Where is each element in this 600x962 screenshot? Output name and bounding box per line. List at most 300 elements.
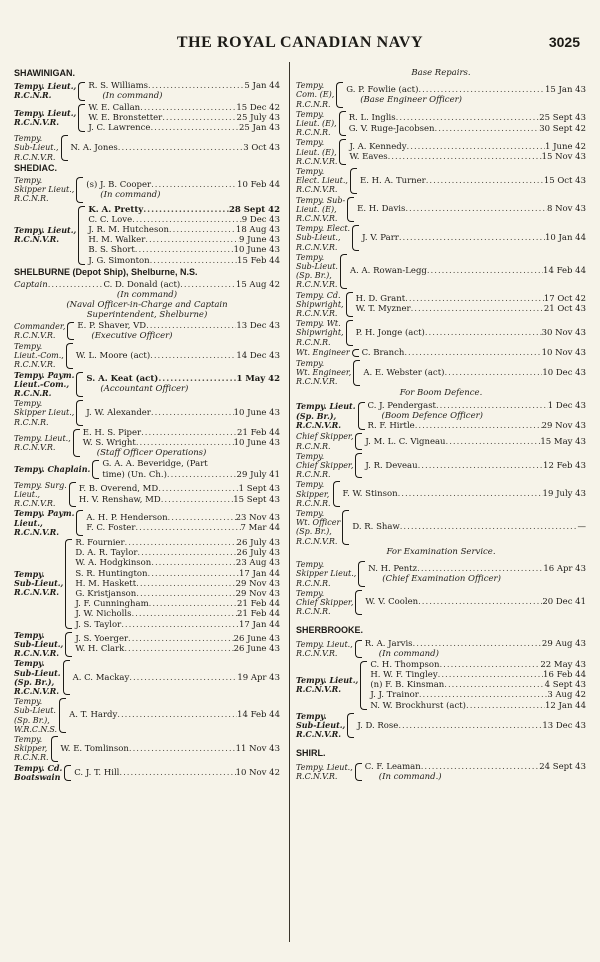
rank-group <box>296 452 586 480</box>
officer-name: K. A. Pretty <box>88 204 144 215</box>
officer-entry <box>86 523 280 533</box>
officer-list <box>352 522 586 532</box>
brace <box>69 482 76 508</box>
officer-entry <box>356 328 586 338</box>
officer-entry <box>349 152 586 162</box>
rank-line: Chief Skipper, <box>296 461 354 471</box>
rank-line: Skipper Lieut., <box>14 185 75 195</box>
brace <box>347 713 354 739</box>
rank-group <box>14 509 280 537</box>
seniority-date: 19 July 43 <box>542 489 586 500</box>
leader-dots <box>146 321 236 331</box>
rank-line: Tempy. <box>296 252 325 262</box>
rank-line: Tempy. <box>14 658 45 669</box>
leader-dots <box>421 762 540 772</box>
officer-list <box>362 233 586 243</box>
leader-dots <box>405 204 547 214</box>
officer-list <box>362 348 586 358</box>
seniority-date: 26 June 43 <box>233 644 280 655</box>
leader-dots <box>168 513 236 523</box>
officer-name: J. R. Deveau <box>365 460 418 471</box>
rank-line: Sub-Lieut., <box>14 578 64 589</box>
leader-dots <box>140 103 236 113</box>
brace <box>61 135 68 161</box>
rank-label <box>14 322 65 340</box>
rank-label <box>296 196 345 224</box>
officer-list <box>61 744 280 754</box>
officer-name: C. Branch <box>361 347 405 358</box>
seniority-date: — <box>577 522 586 533</box>
column-divider <box>289 62 290 942</box>
officer-entry <box>370 701 586 711</box>
officer-name: J. S. Yoerger <box>75 634 129 645</box>
rank-line: Wt. Engineer <box>296 348 350 358</box>
left-column <box>14 68 280 783</box>
rank-group <box>296 110 586 138</box>
rank-line: Tempy. Sub- <box>296 195 346 205</box>
officer-list <box>75 634 280 654</box>
rank-label <box>296 167 348 195</box>
rank-line: Tempy. Elect. <box>296 224 351 234</box>
seniority-date: 15 Jan 43 <box>545 84 586 95</box>
officer-list <box>365 639 586 659</box>
rank-group <box>296 639 586 659</box>
brace <box>352 225 359 251</box>
officer-entry <box>71 143 280 153</box>
rank-line: R.C.N.V.R. <box>14 234 60 245</box>
officer-list <box>357 204 586 214</box>
seniority-date: 10 Jan 44 <box>545 232 586 243</box>
rank-label <box>296 452 353 480</box>
officer-name: C. J. T. Hill <box>74 767 120 778</box>
officer-name: H. M. Haskett <box>75 578 137 589</box>
rank-group <box>14 103 280 134</box>
rank-label <box>296 589 353 617</box>
appointment-note: (Base Engineer Officer) <box>360 95 462 105</box>
leader-dots <box>119 768 235 778</box>
rank-group <box>14 481 280 509</box>
brace <box>352 349 359 357</box>
rank-label <box>296 480 331 508</box>
officer-entry <box>370 690 586 700</box>
leader-dots <box>149 599 237 609</box>
rank-line: Tempy. <box>296 710 327 721</box>
leader-dots <box>167 470 237 480</box>
seniority-date: 17 Jan 44 <box>239 619 280 630</box>
rank-line: R.C.N.V.R. <box>296 214 338 224</box>
rank-line: Tempy. <box>14 734 43 744</box>
rank-line: R.C.N.V.R. <box>14 152 56 162</box>
section-title: SHIRL. <box>296 748 326 759</box>
seniority-date: 21 Feb 44 <box>237 599 280 610</box>
rank-line: R.C.N.R. <box>296 470 331 480</box>
officer-name: R. L. Inglis <box>348 113 396 124</box>
officer-name: W. H. Clark <box>75 644 125 655</box>
officer-list <box>76 351 280 361</box>
brace <box>355 453 362 479</box>
leader-dots <box>411 304 544 314</box>
rank-line: R.C.N.V.R. <box>296 185 338 195</box>
leader-dots <box>425 328 542 338</box>
officer-name: A. T. Hardy <box>69 710 118 721</box>
seniority-date: 9 June 43 <box>238 235 280 246</box>
rank-group <box>296 712 586 740</box>
rank-line: R.C.N.V.R. <box>296 242 338 252</box>
leader-dots <box>137 548 236 558</box>
brace <box>78 206 85 265</box>
officer-name: C. D. Donald (act) <box>103 279 181 290</box>
rank-group <box>296 359 586 387</box>
brace <box>360 661 367 710</box>
rank-label <box>14 570 63 598</box>
leader-dots <box>121 620 239 630</box>
rank-line: Sub-Lieut., <box>14 638 64 649</box>
officer-entry <box>370 670 586 680</box>
officer-entry <box>75 548 280 558</box>
officer-entry <box>88 256 280 266</box>
rank-line: Chief Skipper, <box>296 432 354 442</box>
appointment-note: (Boom Defence Officer) <box>381 411 483 422</box>
seniority-date: 29 Aug 43 <box>541 638 586 649</box>
brace <box>346 292 353 318</box>
brace <box>333 481 340 507</box>
officer-name: E. P. Shaver, VD <box>77 320 147 331</box>
seniority-date: 25 July 43 <box>236 112 280 123</box>
rank-line: Tempy. Cd. <box>14 762 63 773</box>
officer-entry <box>88 81 280 91</box>
leader-dots <box>466 701 545 711</box>
officer-entry <box>74 768 280 778</box>
rank-group <box>296 224 586 252</box>
rank-group <box>14 205 280 266</box>
rank-label <box>296 676 358 694</box>
brace <box>347 197 354 223</box>
section-title: SHAWINIGAN. <box>14 68 76 78</box>
officer-entry <box>76 351 280 361</box>
leader-dots <box>141 428 237 438</box>
officer-name: R. S. Williams <box>88 81 149 92</box>
officer-list <box>86 408 280 418</box>
officer-list <box>365 437 586 447</box>
leader-dots <box>132 215 242 225</box>
rank-label <box>14 434 71 452</box>
seniority-date: 26 July 43 <box>236 538 280 548</box>
rank-label <box>14 134 59 162</box>
brace <box>51 736 58 762</box>
rank-label: Captain <box>14 279 48 290</box>
officer-list <box>75 538 280 630</box>
section-title: SHEDIAC. <box>14 162 58 173</box>
leader-dots <box>136 579 235 589</box>
officer-entry <box>365 639 586 649</box>
appointment-note: (In command) <box>116 290 178 301</box>
seniority-date: 4 Sept 43 <box>544 680 586 691</box>
leader-dots <box>407 142 545 152</box>
leader-dots <box>129 744 236 754</box>
seniority-date: 17 Oct 42 <box>543 294 586 305</box>
seniority-date: 10 Feb 44 <box>237 179 280 190</box>
officer-name: F. C. Foster <box>86 523 136 534</box>
officer-name: N. A. Jones <box>70 142 118 153</box>
brace <box>353 360 360 386</box>
officer-name: C. F. Leaman <box>364 761 421 772</box>
rank-label <box>14 399 74 427</box>
rank-line: Sub-Lieut. <box>14 667 61 678</box>
seniority-date: 19 Apr 43 <box>237 672 280 683</box>
officer-entry <box>350 266 586 276</box>
rank-label <box>296 712 345 740</box>
officer-name: A. A. Rowan-Legg <box>349 266 427 277</box>
seniority-date: 29 Nov 43 <box>541 421 586 432</box>
officer-entry <box>79 484 280 494</box>
seniority-date: 12 Jan 44 <box>545 700 586 711</box>
leader-dots <box>151 558 236 568</box>
officer-entry <box>349 113 586 123</box>
rank-label <box>296 291 344 319</box>
leader-dots <box>413 639 542 649</box>
officer-entry <box>86 408 280 418</box>
rank-label <box>296 509 340 546</box>
officer-entry <box>61 744 280 754</box>
officer-name: G. Kristjanson <box>75 588 137 599</box>
page-number: 3025 <box>548 34 580 50</box>
rank-line: (Sp. Br.), <box>14 715 50 725</box>
officer-entry <box>365 762 586 772</box>
rank-label <box>296 138 337 166</box>
officer-entry <box>88 205 280 215</box>
rank-group <box>296 196 586 224</box>
appointment-note: (In command) <box>102 91 163 102</box>
ship-section <box>296 388 586 546</box>
rank-label <box>296 319 344 347</box>
rank-line: Tempy. <box>14 697 43 707</box>
officer-entry <box>102 459 280 469</box>
brace <box>67 322 74 340</box>
officer-name: J. G. Simonton <box>88 255 150 266</box>
officer-entry <box>88 123 280 133</box>
rank-group <box>14 399 280 427</box>
rank-label <box>14 631 63 659</box>
brace <box>65 539 72 629</box>
officer-entry <box>363 368 586 378</box>
officer-list <box>86 513 280 533</box>
officer-list <box>343 489 586 499</box>
rank-line: Tempy. Paym. <box>14 508 75 519</box>
officer-entry <box>346 85 586 95</box>
officer-entry <box>370 660 586 670</box>
appointment-note: (Naval Officer-in-Charge and Captain <box>66 300 228 311</box>
rank-group <box>296 589 586 617</box>
rank-group <box>296 480 586 508</box>
officer-entry <box>75 579 280 589</box>
appointment-note: (In command) <box>378 648 439 659</box>
leader-dots <box>398 489 543 499</box>
officer-name: S. R. Huntington <box>75 568 148 579</box>
seniority-date: 24 Sept 43 <box>539 761 586 772</box>
rank-line: Tempy. <box>14 342 43 352</box>
seniority-date: 15 Feb 44 <box>237 255 280 266</box>
officer-name: J. S. Taylor <box>75 619 122 630</box>
officer-entry <box>102 470 280 480</box>
leader-dots <box>118 143 243 153</box>
officer-name: J. C. Lawrence <box>88 122 151 133</box>
rank-label <box>14 226 76 244</box>
officer-list <box>368 564 586 584</box>
seniority-date: 30 Nov 43 <box>541 327 586 338</box>
brace <box>76 177 83 203</box>
officer-name: W. L. Moore (act) <box>75 350 151 361</box>
rank-line: Skipper Lieut., <box>296 569 357 579</box>
officer-name: E. H. Davis <box>357 204 406 215</box>
officer-entry <box>86 374 280 384</box>
rank-group <box>14 176 280 204</box>
officer-list <box>349 113 586 133</box>
officer-entry <box>86 180 280 190</box>
seniority-date: 30 Sept 42 <box>539 123 586 134</box>
appointment-note: (Executive Officer) <box>91 330 173 341</box>
rank-line: Sub-Lieut., <box>14 143 59 153</box>
seniority-date: 1 June 42 <box>544 142 586 153</box>
officer-name: C. H. Thompson <box>370 659 440 670</box>
leader-dots <box>405 294 544 304</box>
seniority-date: 1 Sept 43 <box>238 484 280 495</box>
officer-name: J. V. Parr <box>362 232 399 243</box>
rank-label <box>14 735 49 763</box>
rank-line: R.C.N.R. <box>296 128 331 138</box>
rank-line: Tempy. <box>296 81 325 91</box>
leader-dots <box>162 113 236 123</box>
officer-list <box>368 401 586 432</box>
officer-entry <box>77 321 280 331</box>
seniority-date: 10 Nov 42 <box>235 767 280 778</box>
officer-entry <box>88 245 280 255</box>
brace <box>76 372 83 398</box>
officer-entry <box>75 599 280 609</box>
seniority-date: 14 Feb 44 <box>237 710 280 721</box>
officer-list <box>365 762 586 782</box>
officer-list <box>74 768 280 778</box>
rank-line: R.C.N.V.R. <box>14 526 60 537</box>
officer-name: time) (Un. Ch.) <box>102 469 167 480</box>
rank-group <box>296 81 586 109</box>
officer-list <box>83 428 280 459</box>
officer-entry <box>88 235 280 245</box>
officer-name: R. Fournier <box>75 538 125 548</box>
seniority-date: 12 Feb 43 <box>543 460 586 471</box>
seniority-date: 18 Aug 43 <box>235 224 280 235</box>
seniority-date: 26 July 43 <box>236 548 280 559</box>
rank-line: Tempy. <box>14 175 43 185</box>
officer-list <box>356 294 586 314</box>
leader-dots <box>151 408 234 418</box>
officer-name: G. P. Fowlie (act) <box>346 84 419 95</box>
leader-dots <box>169 225 236 235</box>
rank-label <box>14 509 74 537</box>
rank-line: Lieut.-Com., <box>14 378 70 389</box>
appointment-note: Superintendent, Shelburne) <box>86 310 208 321</box>
rank-line: Sub-Lieut. <box>296 262 338 272</box>
leader-dots <box>404 348 541 358</box>
officer-entry <box>83 438 280 448</box>
officer-entry <box>79 495 280 505</box>
section-title: SHERBROOKE. <box>296 625 364 636</box>
rank-group <box>14 459 280 479</box>
rank-line: R.C.N.V.R. <box>14 330 56 340</box>
officer-name: H. D. Grant <box>355 294 406 305</box>
officer-entry <box>356 294 586 304</box>
officer-entry <box>360 176 586 186</box>
officer-entry <box>365 597 586 607</box>
ship-section <box>296 68 586 387</box>
ship-section <box>296 748 586 782</box>
seniority-date: 3 Oct 43 <box>243 142 280 153</box>
rank-line: R.C.N.R. <box>296 337 331 347</box>
page-title: THE ROYAL CANADIAN NAVY <box>176 34 424 51</box>
seniority-date: 9 Dec 43 <box>241 214 280 225</box>
rank-group <box>14 735 280 763</box>
rank-label <box>296 348 350 357</box>
rank-line: R.C.N.V.R. <box>296 536 338 546</box>
leader-dots <box>400 522 578 532</box>
officer-list <box>360 176 586 186</box>
rank-line: Commander, <box>14 321 66 331</box>
brace <box>355 590 362 616</box>
brace <box>346 320 353 346</box>
leader-dots <box>150 351 236 361</box>
seniority-date: 15 Oct 43 <box>543 175 586 186</box>
officer-name: N. H. Pentz <box>368 563 418 574</box>
seniority-date: 15 Aug 42 <box>235 279 280 290</box>
brace <box>63 660 70 695</box>
leader-dots <box>418 85 545 95</box>
rank-line: Wt. Officer <box>296 518 341 528</box>
officer-entry <box>362 233 586 243</box>
subsection-title: Base Repairs. <box>411 68 471 78</box>
officer-name: C. J. Pendergast <box>367 400 436 411</box>
officer-name: J. D. Rose <box>357 720 399 731</box>
rank-line: Shipwright, <box>296 328 344 338</box>
leader-dots <box>143 205 229 215</box>
rank-label <box>14 371 74 399</box>
officer-entry <box>368 421 586 431</box>
rank-label <box>14 342 64 370</box>
brace <box>76 510 83 536</box>
officer-entry <box>368 401 586 411</box>
rank-label <box>296 640 353 658</box>
seniority-date: 29 Nov 43 <box>235 588 280 599</box>
rank-line: R.C.N.V.R. <box>296 684 342 695</box>
appointment-note: (Staff Officer Operations) <box>96 448 207 459</box>
rank-label <box>296 763 353 781</box>
rank-line: Tempy. <box>14 629 45 640</box>
seniority-date: 1 May 42 <box>236 374 280 385</box>
seniority-date: 11 Nov 43 <box>235 743 280 754</box>
seniority-date: 28 Sept 42 <box>229 204 280 215</box>
seniority-date: 29 July 41 <box>236 469 280 480</box>
brace <box>65 632 72 658</box>
rank-line: Tempy. <box>296 560 325 570</box>
rank-line: Elect. Lieut., <box>296 176 348 186</box>
leader-dots <box>145 235 239 245</box>
officer-name: J. W. Nicholls <box>75 609 132 620</box>
rank-line: Shipwright, <box>296 299 344 309</box>
rank-line: R.C.N.V.R. <box>14 360 56 370</box>
leader-dots <box>446 437 541 447</box>
officer-name: W. V. Coolen <box>365 597 419 608</box>
rank-group <box>296 660 586 711</box>
officer-entry <box>357 721 586 731</box>
rank-line: Tempy. Lieut., <box>296 675 359 686</box>
